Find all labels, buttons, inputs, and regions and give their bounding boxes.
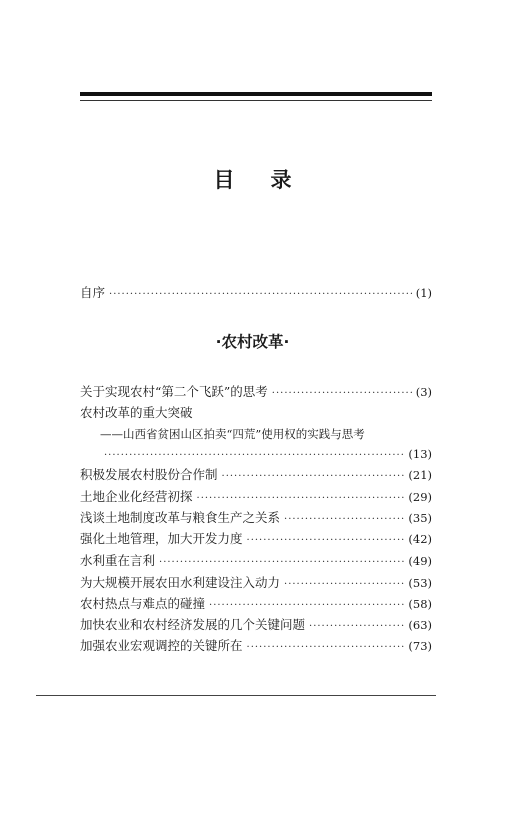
toc-entry-label: 农村热点与难点的碰撞 xyxy=(80,596,206,611)
dot-leader xyxy=(309,619,404,635)
toc-entry-label: 关于实现农村“第二个飞跃”的思考 xyxy=(80,384,268,399)
dot-leader xyxy=(272,386,412,402)
toc-entry-label: 加快农业和农村经济发展的几个关键问题 xyxy=(80,617,306,632)
dot-leader xyxy=(104,448,404,464)
toc-entry-page: (13) xyxy=(408,447,432,461)
toc-entry[interactable] xyxy=(80,467,432,485)
toc-entry-page: (29) xyxy=(408,490,432,504)
toc-entry[interactable] xyxy=(80,489,432,507)
toc-entry[interactable] xyxy=(80,384,432,402)
dot-leader xyxy=(222,469,405,485)
toc-entry-label: 积极发展农村股份合作制 xyxy=(80,467,218,482)
toc-entry-subtitle: ——山西省贫困山区拍卖“四荒”使用权的实践与思考 xyxy=(100,427,365,441)
toc-entry-label: 浅谈土地制度改革与粮食生产之关系 xyxy=(80,510,281,525)
toc-entry-label: 自序 xyxy=(80,285,106,300)
header-rule-thick xyxy=(80,92,432,96)
toc-entry-label: 强化土地管理，加大开发力度 xyxy=(80,531,243,546)
page-title: 目录 xyxy=(213,168,328,192)
toc-entry-page: (53) xyxy=(408,576,432,590)
dot-leader xyxy=(284,512,404,528)
toc-entry[interactable] xyxy=(80,575,432,593)
toc-entry-page: (73) xyxy=(408,639,432,653)
toc-entry-page: (63) xyxy=(408,618,432,632)
toc-entry[interactable] xyxy=(80,553,432,571)
dot-leader xyxy=(247,640,405,656)
toc-entry-label: 为大规模开展农田水利建设注入动力 xyxy=(80,575,281,590)
toc-entry-label: 水利重在言利 xyxy=(80,553,156,568)
toc-entry[interactable] xyxy=(80,596,432,614)
section-heading: ·农村改革· xyxy=(215,333,290,351)
toc-entry-page: (42) xyxy=(408,532,432,546)
toc-entry-page: (58) xyxy=(408,597,432,611)
toc-entry-label[interactable]: 农村改革的重大突破 xyxy=(80,405,193,420)
footer-rule xyxy=(36,695,436,696)
toc-entry-preface[interactable] xyxy=(80,285,432,303)
toc-entry[interactable] xyxy=(80,617,432,635)
toc-entry-label: 土地企业化经营初探 xyxy=(80,489,193,504)
toc-entry[interactable] xyxy=(80,531,432,549)
toc-entry-label: 加强农业宏观调控的关键所在 xyxy=(80,638,243,653)
dot-leader xyxy=(197,491,405,507)
header-rule-thin xyxy=(80,100,432,101)
toc-entry-page: (21) xyxy=(408,468,432,482)
dot-leader xyxy=(109,287,412,303)
dot-leader xyxy=(209,598,404,614)
dot-leader xyxy=(159,555,404,571)
dot-leader xyxy=(284,577,404,593)
toc-entry[interactable] xyxy=(80,638,432,656)
toc-entry-page: (1) xyxy=(415,286,432,300)
toc-entry-page: (49) xyxy=(408,554,432,568)
dot-leader xyxy=(247,533,405,549)
toc-entry[interactable] xyxy=(100,446,432,464)
toc-entry[interactable] xyxy=(80,510,432,528)
toc-entry-page: (3) xyxy=(415,385,432,399)
toc-entry-page: (35) xyxy=(408,511,432,525)
